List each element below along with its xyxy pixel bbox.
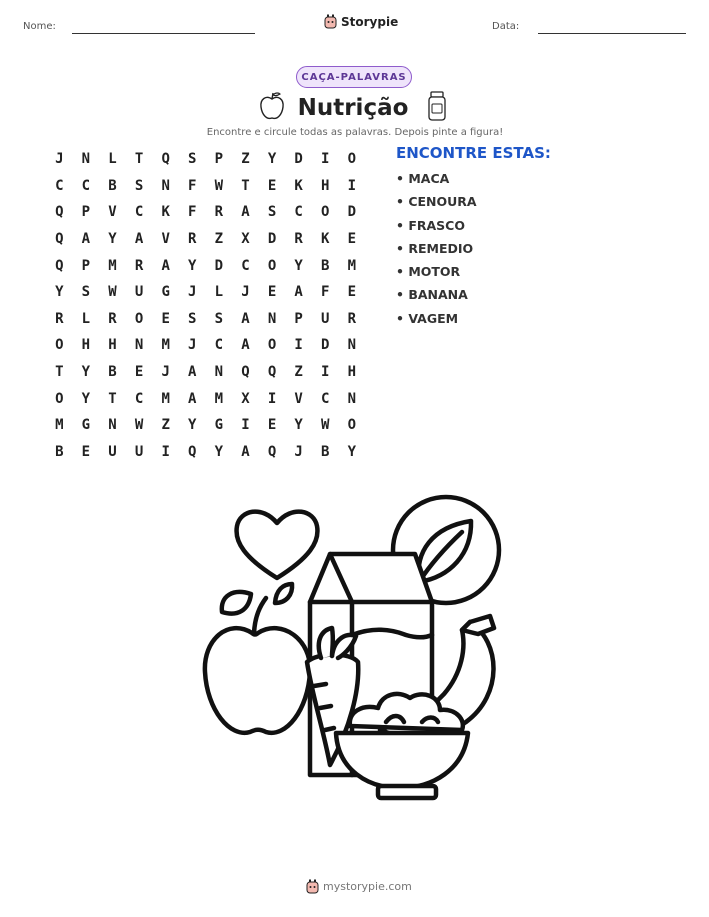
grid-letter[interactable]: A (241, 204, 250, 221)
grid-letter[interactable]: E (267, 177, 277, 194)
word-list-item: • VAGEM (396, 310, 459, 326)
grid-letter[interactable]: A (188, 390, 197, 407)
grid-letter[interactable]: Q (188, 443, 197, 460)
word-list-item: • MOTOR (396, 264, 461, 280)
grid-letter[interactable]: A (134, 231, 144, 248)
grid-row (46, 412, 366, 439)
word-list-item: • FRASCO (396, 217, 465, 233)
grid-letter[interactable]: X (241, 390, 250, 407)
grid-letter[interactable]: Q (55, 204, 64, 221)
grid-letter[interactable]: E (267, 417, 277, 434)
grid-letter[interactable]: I (321, 364, 330, 381)
grid-letter[interactable]: D (347, 204, 357, 221)
grid-letter[interactable]: Z (214, 231, 224, 248)
grid-letter[interactable]: R (188, 231, 197, 248)
storypie-logo-icon (306, 879, 319, 894)
page-title: Nutrição (297, 95, 409, 121)
grid-letter[interactable]: B (108, 364, 117, 381)
grid-letter[interactable]: O (267, 257, 277, 274)
grid-letter[interactable]: X (241, 231, 250, 248)
grid-letter[interactable]: A (241, 337, 250, 354)
grid-letter[interactable]: M (214, 390, 224, 407)
grid-letter[interactable]: Y (294, 257, 303, 274)
grid-letter[interactable]: J (241, 284, 250, 301)
grid-letter[interactable]: C (241, 257, 250, 274)
grid-letter[interactable]: C (134, 204, 144, 221)
date-label: Data: (492, 21, 520, 32)
grid-letter[interactable]: R (347, 310, 357, 327)
grid-letter[interactable]: Z (241, 151, 250, 168)
coloring-picture-nutrition[interactable] (200, 490, 510, 810)
grid-letter[interactable]: O (134, 310, 144, 327)
grid-letter[interactable]: S (214, 310, 224, 327)
grid-letter[interactable]: U (108, 443, 117, 460)
grid-letter[interactable]: D (294, 151, 303, 168)
grid-letter[interactable]: B (55, 443, 64, 460)
grid-letter[interactable]: T (134, 151, 144, 168)
grid-letter[interactable]: Y (188, 417, 197, 434)
grid-letter[interactable]: S (188, 310, 197, 327)
grid-letter[interactable]: N (267, 310, 277, 327)
grid-letter[interactable]: Q (55, 231, 64, 248)
grid-letter[interactable]: I (241, 417, 250, 434)
word-list-item: • BANANA (396, 287, 468, 303)
jar-icon (426, 90, 448, 122)
grid-letter[interactable]: O (55, 337, 64, 354)
instructions: Encontre e circule todas as palavras. Depois pinte a figura! (206, 127, 504, 138)
grid-letter[interactable]: D (214, 257, 224, 274)
grid-letter[interactable]: Y (214, 443, 224, 460)
footer-url[interactable]: mystorypie.com (323, 880, 412, 893)
grid-letter[interactable]: Y (347, 443, 357, 460)
grid-letter[interactable]: G (161, 284, 170, 301)
grid-letter[interactable]: H (347, 364, 357, 381)
brand-name: Storypie (341, 14, 399, 29)
grid-letter[interactable]: Y (81, 364, 91, 381)
grid-letter[interactable]: Y (188, 257, 197, 274)
grid-letter[interactable]: I (321, 151, 330, 168)
grid-letter[interactable]: T (241, 177, 250, 194)
grid-letter[interactable]: C (214, 337, 224, 354)
grid-letter[interactable]: C (134, 390, 144, 407)
grid-letter[interactable]: O (55, 390, 64, 407)
grid-letter[interactable]: R (55, 310, 64, 327)
grid-letter[interactable]: D (267, 231, 277, 248)
grid-letter[interactable]: D (321, 337, 330, 354)
grid-letter[interactable]: N (108, 417, 117, 434)
grid-letter[interactable]: S (267, 204, 277, 221)
grid-letter[interactable]: T (55, 364, 64, 381)
grid-letter[interactable]: F (188, 204, 197, 221)
heart-shape (237, 512, 318, 578)
grid-row (46, 385, 366, 412)
grid-letter[interactable]: W (134, 417, 144, 434)
grid-letter[interactable]: W (214, 177, 224, 194)
grid-row (46, 279, 366, 306)
grid-letter[interactable]: A (161, 257, 170, 274)
grid-letter[interactable]: Q (241, 364, 250, 381)
word-list-item: • CENOURA (396, 194, 477, 210)
grid-letter[interactable]: S (134, 177, 144, 194)
grid-letter[interactable]: I (267, 390, 277, 407)
grid-letter[interactable]: I (161, 443, 170, 460)
grid-letter[interactable]: N (134, 337, 144, 354)
grid-letter[interactable]: I (347, 177, 357, 194)
grid-letter[interactable]: S (81, 284, 91, 301)
grid-letter[interactable]: H (321, 177, 330, 194)
grid-letter[interactable]: U (321, 310, 330, 327)
footer-brand (306, 879, 412, 894)
grid-letter[interactable]: U (134, 443, 144, 460)
grid-letter[interactable]: E (347, 284, 357, 301)
grid-letter[interactable]: E (134, 364, 144, 381)
grid-letter[interactable]: Y (294, 417, 303, 434)
grid-letter[interactable]: E (347, 231, 357, 248)
grid-letter[interactable]: B (108, 177, 117, 194)
grid-letter[interactable]: M (161, 390, 170, 407)
grid-letter[interactable]: J (188, 284, 197, 301)
grid-row (46, 199, 366, 226)
grid-letter[interactable]: N (161, 177, 170, 194)
grid-letter[interactable]: E (161, 310, 170, 327)
grid-letter[interactable]: A (241, 443, 250, 460)
grid-letter[interactable]: P (81, 257, 91, 274)
grid-row (46, 359, 366, 386)
grid-letter[interactable]: C (55, 177, 64, 194)
grid-letter[interactable]: J (55, 151, 64, 168)
storypie-logo-icon (324, 14, 337, 29)
grid-letter[interactable]: L (81, 310, 91, 327)
grid-letter[interactable]: B (321, 257, 330, 274)
word-list-title: ENCONTRE ESTAS: (396, 144, 551, 162)
grid-letter[interactable]: A (81, 231, 91, 248)
grid-letter[interactable]: A (241, 310, 250, 327)
grid-row (46, 226, 366, 253)
grid-letter[interactable]: N (81, 151, 91, 168)
grid-letter[interactable]: R (134, 257, 144, 274)
grid-letter[interactable]: Q (267, 443, 277, 460)
grid-letter[interactable]: H (108, 337, 117, 354)
grid-letter[interactable]: K (321, 231, 330, 248)
apple-shape (205, 628, 310, 733)
grid-letter[interactable]: O (347, 151, 357, 168)
grid-letter[interactable]: V (108, 204, 117, 221)
grid-letter[interactable]: J (188, 337, 197, 354)
grid-letter[interactable]: Z (294, 364, 303, 381)
grid-row (46, 332, 366, 359)
grid-letter[interactable]: C (294, 204, 303, 221)
grid-letter[interactable]: R (108, 310, 117, 327)
word-search-grid[interactable] (46, 146, 366, 465)
grid-letter[interactable]: O (267, 337, 277, 354)
grid-letter[interactable]: M (108, 257, 117, 274)
grid-letter[interactable]: I (294, 337, 303, 354)
grid-letter[interactable]: H (81, 337, 91, 354)
grid-letter[interactable]: R (294, 231, 303, 248)
word-list (396, 171, 477, 334)
grid-letter[interactable]: K (161, 204, 170, 221)
name-label: Nome: (23, 21, 56, 32)
grid-letter[interactable]: A (188, 364, 197, 381)
brand (324, 14, 398, 29)
bowl-base (378, 786, 436, 798)
grid-letter[interactable]: A (294, 284, 303, 301)
grid-letter[interactable]: P (81, 204, 91, 221)
grid-letter[interactable]: U (134, 284, 144, 301)
grid-letter[interactable]: Z (161, 417, 170, 434)
grid-letter[interactable]: P (214, 151, 224, 168)
grid-row (46, 306, 366, 333)
grid-letter[interactable]: J (294, 443, 303, 460)
name-line[interactable] (72, 33, 255, 34)
grid-letter[interactable]: N (347, 390, 357, 407)
grid-row (46, 173, 366, 200)
word-list-item: • REMEDIO (396, 240, 474, 256)
grid-row (46, 146, 366, 173)
grid-letter[interactable]: M (55, 417, 64, 434)
grid-letter[interactable]: Y (81, 390, 91, 407)
word-list-item: • MACA (396, 171, 450, 186)
grid-letter[interactable]: Y (108, 231, 117, 248)
grid-letter[interactable]: C (321, 390, 330, 407)
grid-letter[interactable]: J (161, 364, 170, 381)
grid-letter[interactable]: N (347, 337, 357, 354)
grid-row (46, 252, 366, 279)
grid-letter[interactable]: Q (55, 257, 64, 274)
category-badge: CAÇA-PALAVRAS (296, 66, 412, 88)
apple-leaf (222, 592, 251, 614)
grid-letter[interactable]: V (294, 390, 303, 407)
grid-letter[interactable]: E (81, 443, 91, 460)
grid-letter[interactable]: V (161, 231, 170, 248)
grid-letter[interactable]: Q (267, 364, 277, 381)
grid-letter[interactable]: L (108, 151, 117, 168)
grid-letter[interactable]: L (214, 284, 224, 301)
grid-letter[interactable]: S (188, 151, 197, 168)
banana-stem (462, 616, 494, 634)
grid-letter[interactable]: W (108, 284, 117, 301)
grid-letter[interactable]: M (161, 337, 170, 354)
grid-letter[interactable]: F (188, 177, 197, 194)
grid-letter[interactable]: O (321, 204, 330, 221)
grid-letter[interactable]: E (267, 284, 277, 301)
grid-letter[interactable]: O (347, 417, 357, 434)
grid-letter[interactable]: W (321, 417, 330, 434)
grid-letter[interactable]: Y (55, 284, 64, 301)
grid-letter[interactable]: G (214, 417, 224, 434)
grid-letter[interactable]: F (321, 284, 330, 301)
grid-letter[interactable]: R (214, 204, 224, 221)
grid-letter[interactable]: Q (161, 151, 170, 168)
grid-letter[interactable]: B (321, 443, 330, 460)
grid-letter[interactable]: K (294, 177, 303, 194)
grid-letter[interactable]: M (347, 257, 357, 274)
grid-row (46, 439, 366, 466)
grid-letter[interactable]: N (214, 364, 224, 381)
grid-letter[interactable]: Y (267, 151, 277, 168)
grid-letter[interactable]: T (108, 390, 117, 407)
grid-letter[interactable]: C (81, 177, 91, 194)
grid-letter[interactable]: G (81, 417, 91, 434)
grid-letter[interactable]: P (294, 310, 303, 327)
bowl-shape (336, 733, 468, 788)
date-line[interactable] (538, 33, 686, 34)
